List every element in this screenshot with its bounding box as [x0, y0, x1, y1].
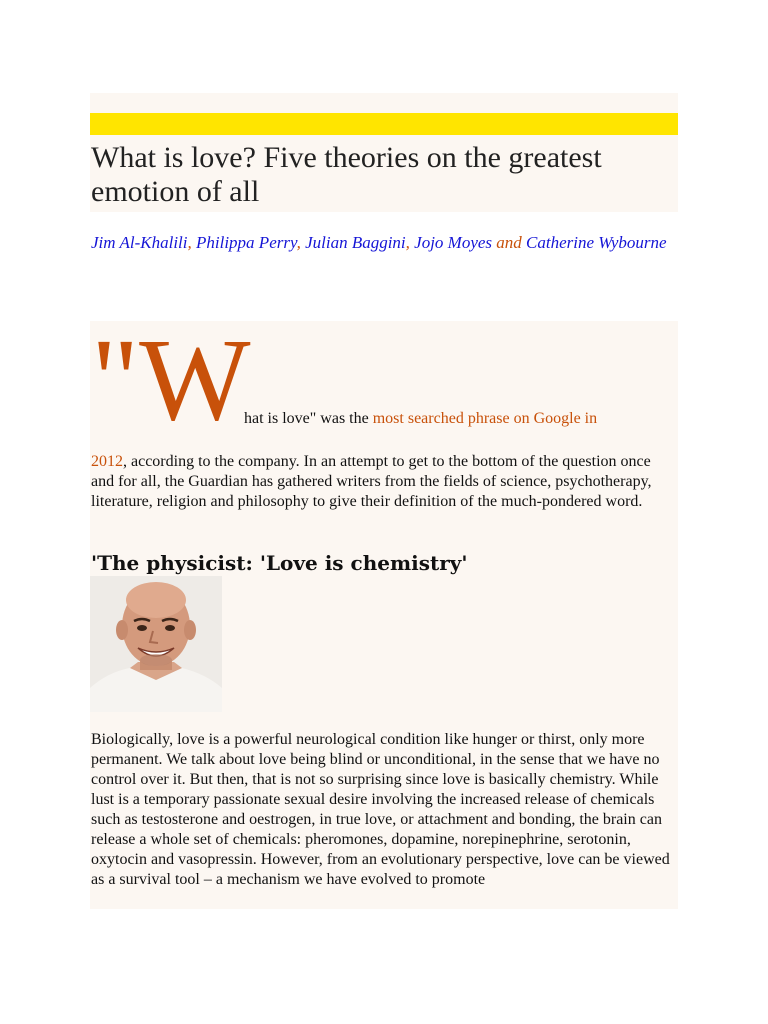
section-body-text: Biologically, love is a powerful neurological condition like hunger or thirst, only more permanent. We talk about love being blind or unconditional, in the sense that we have no control over it. But then, that is not so surprising since love is basically chemistry. While lust is a temporary passionate sexual desire involving the increased release of chemicals such as testosterone and oestrogen, in true love, or attachment and bonding, the brain can release a whole set of chemicals: pheromones, dopamine, norepinephrine, serotonin, oxytocin and vasopressin. However, from an evolutionary perspective, love can be viewed as a survival tool – a mechanism we have evolved to promote: [91, 731, 670, 888]
google-phrase-link[interactable]: most searched phrase on Google in: [372, 410, 598, 427]
author-link-philippa-perry[interactable]: Philippa Perry: [196, 233, 297, 252]
intro-text: hat is love" was the: [244, 410, 373, 427]
byline-separator: ,: [296, 233, 301, 252]
accent-bar: [90, 113, 678, 135]
drop-cap: "W: [91, 321, 251, 445]
byline: [91, 224, 676, 261]
intro-first-line: [244, 409, 674, 429]
section-heading: 'The physicist: 'Love is chemistry': [91, 551, 468, 575]
author-link-jim-al-khalili[interactable]: Jim Al-Khalili: [91, 233, 188, 252]
author-link-jojo-moyes[interactable]: Jojo Moyes: [414, 233, 493, 252]
intro-rest-text: , according to the company. In an attempt to get to the bottom of the question once and for all, the Guardian has gathered writers from the fields of science, psychotherapy, literature, religion and philosophy to give their definition of the much-pondered word.: [91, 453, 652, 510]
google-phrase-link-year[interactable]: 2012: [91, 453, 123, 470]
author-link-catherine-wybourne[interactable]: Catherine Wybourne: [526, 233, 667, 252]
byline-conjunction: and: [496, 233, 522, 252]
portrait-photo: [90, 576, 222, 712]
article-body: [90, 321, 678, 909]
byline-separator: ,: [187, 233, 192, 252]
author-link-julian-baggini[interactable]: Julian Baggini: [305, 233, 406, 252]
intro-paragraph: [91, 452, 677, 512]
author-portrait-image: [90, 576, 222, 712]
page-title: What is love? Five theories on the greatest emotion of all: [91, 141, 602, 208]
byline-separator: ,: [405, 233, 410, 252]
